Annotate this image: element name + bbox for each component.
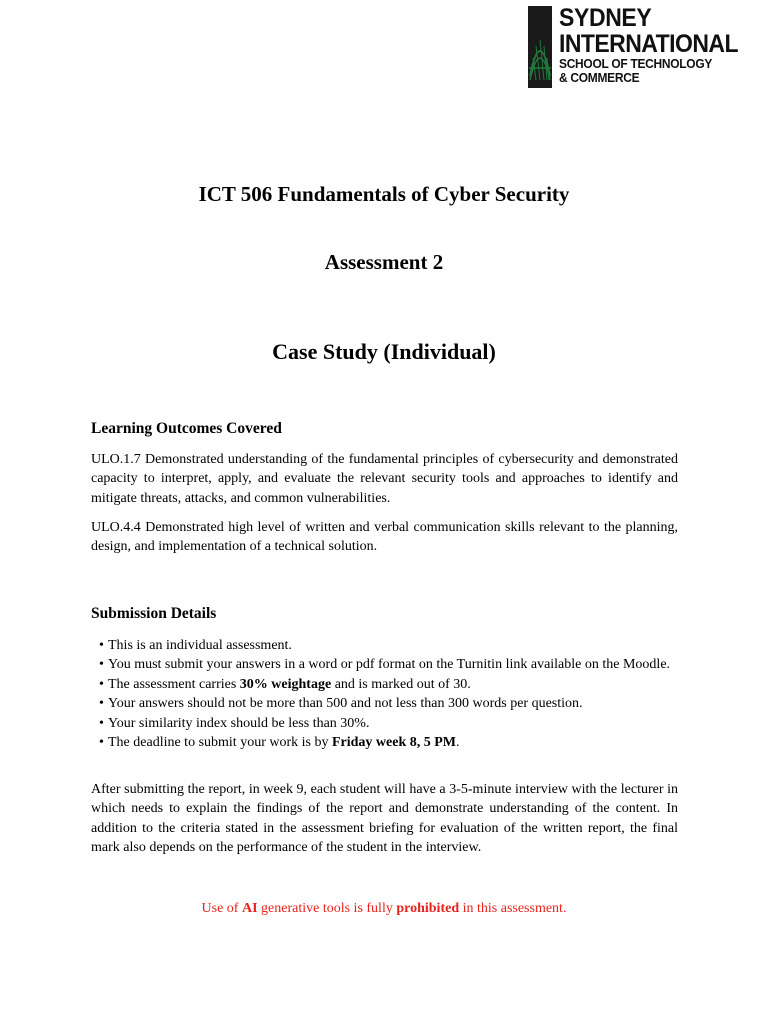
interview-paragraph: After submitting the report, in week 9, each student will have a 3-5-minute interview with the lecturer in which needs to explain the findings of the report and demonstrate understanding of the content. In addition to the criteria stated in the assessment briefing for evaluation of the written report, the final mark also depends on the performance of the student in the interview. [91, 782, 678, 856]
notice-text: generative tools is fully [257, 901, 397, 916]
bullet-icon: • [99, 735, 104, 751]
logo-line-international: INTERNATIONAL [559, 30, 738, 58]
list-item-text: The deadline to submit your work is by [108, 735, 332, 751]
assessment-title: Assessment 2 [324, 250, 444, 274]
bullet-icon: • [99, 676, 104, 692]
course-title: ICT 506 Fundamentals of Cyber Security [198, 182, 570, 206]
list-item-text: and is marked out of 30. [331, 676, 471, 692]
bullet-icon: • [99, 638, 104, 653]
logo-line-commerce: & COMMERCE [559, 70, 640, 85]
submission-heading: Submission Details [91, 605, 217, 622]
logo-line-school: SCHOOL OF TECHNOLOGY [559, 56, 713, 71]
list-item-text: You must submit your answers in a word or pdf format on the Turnitin link available on the Moodle. [108, 657, 671, 673]
weightage-emphasis: 30% weightage [239, 676, 332, 692]
notice-ai-emphasis: AI [241, 901, 258, 916]
list-item [99, 733, 679, 752]
submission-list [99, 636, 679, 752]
list-item [99, 655, 679, 674]
case-study-title: Case Study (Individual) [272, 339, 496, 364]
list-item-text: Your similarity index should be less than 30%. [108, 715, 370, 731]
bridge-icon [528, 6, 552, 88]
list-item-text: Your answers should not be more than 500 and not less than 300 words per question. [108, 696, 583, 712]
list-item-text: The assessment carries [108, 676, 240, 692]
learning-outcomes-heading: Learning Outcomes Covered [91, 420, 282, 437]
logo-line-sydney: SYDNEY [559, 4, 652, 32]
bullet-icon: • [99, 657, 104, 673]
submission-section [91, 604, 678, 624]
bullet-icon: • [99, 715, 104, 731]
list-item-text: . [456, 735, 460, 751]
list-item [99, 636, 679, 655]
ai-prohibition-notice [0, 899, 768, 919]
notice-text: Use of [201, 901, 242, 916]
institution-logo [528, 6, 758, 88]
logo-wordmark [559, 6, 754, 85]
notice-prohibited-emphasis: prohibited [396, 901, 460, 916]
list-item [99, 714, 679, 733]
list-item [99, 694, 679, 713]
deadline-emphasis: Friday week 8, 5 PM [331, 735, 456, 751]
ulo-1-7-text: ULO.1.7 Demonstrated understanding of the fundamental principles of cybersecurity and demonstrated capacity to interpret, apply, and evaluate the relevant security tools and approaches to identify and mitigate threats, attacks, and common vulnerabilities. [91, 452, 678, 506]
bullet-icon: • [99, 696, 104, 712]
list-item [99, 675, 679, 694]
list-item-text: This is an individual assessment. [108, 638, 292, 653]
notice-text: in this assessment. [459, 901, 567, 916]
ulo-4-4-text: ULO.4.4 Demonstrated high level of written and verbal communication skills relevant to the planning, design, and implementation of a technical solution. [91, 520, 678, 555]
learning-outcomes-section [91, 419, 678, 439]
